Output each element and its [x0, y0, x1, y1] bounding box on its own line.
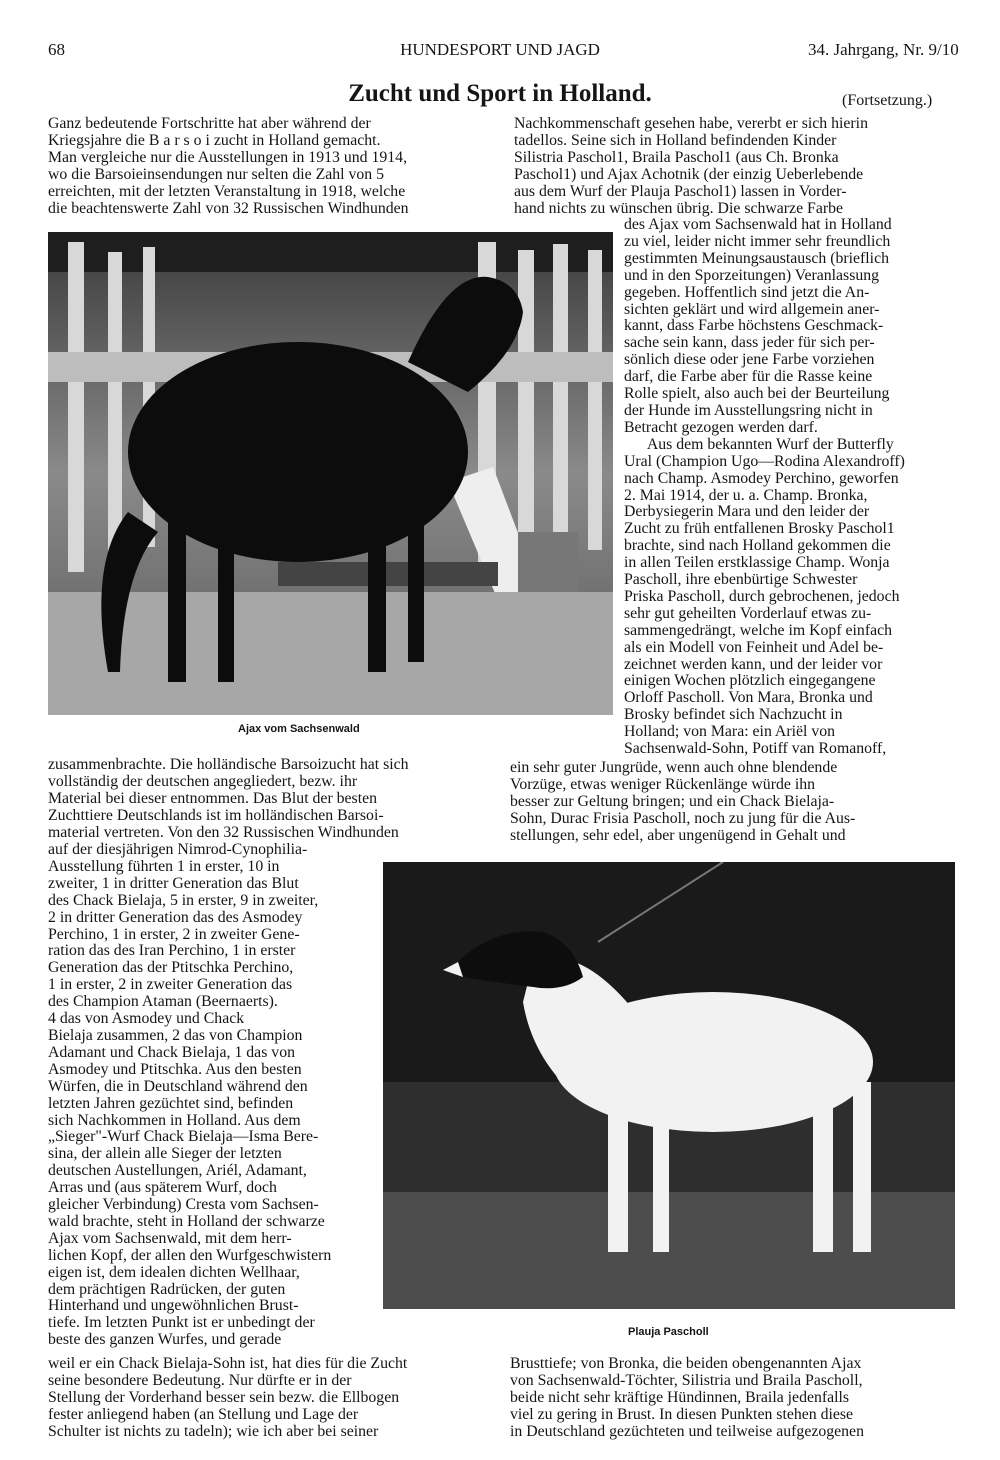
- journal-title: HUNDESPORT UND JAGD: [400, 40, 600, 59]
- article-title: Zucht und Sport in Holland.: [348, 80, 652, 107]
- right-column-bottom: Brusttiefe; von Bronka, die beiden obengenannten Ajax von Sachsenwald-Töchter, Silistria und Braila Pascholl, beide nicht sehr kräftige Hündinnen, Braila jedenfalls viel zu gering in Brust. In diesen Punkten stehen diese in Deutschland gezüchteten und teilweise aufgezogenen: [510, 1355, 864, 1440]
- left-column-bottom: weil er ein Chack Bielaja-Sohn ist, hat dies für die Zucht seine besondere Bedeutung. Nur dürfte er in der Stellung der Vorderhand besser sein bezw. die Ellbogen fester anliegend haben (an Stellung und Lage der Schulter ist nichts zu tadeln); wie ich aber bei seiner: [48, 1355, 408, 1440]
- left-column-mid: zusammenbrachte. Die holländische Barsoizucht hat sich vollständig der deutschen angegliedert, bezw. ihr Material bei dieser entnommen. Das Blut der besten Zuchttiere Deutschlands ist im holländischen Barsoi- material vertreten. Von den 32 Russischen Windhunden: [48, 756, 409, 841]
- right-column-narrow: des Ajax vom Sachsenwald hat in Holland zu viel, leider nicht immer sehr freundlich gestimmten Meinungsaustausch (brieflich und in den Sporzeitungen) Veranlassung gegeben. Hoffentlich sind jetzt die An- sichten geklärt und wird allgemein aner- kannt, dass Farbe höchstens Geschmack- sache sein kann, dass jeder für sich per- sönlich diese oder jene Farbe vorziehen darf, die Farbe aber für die Rasse keine Rolle spielt, also auch bei der Beurteilung der Hunde im Ausstellungsring nicht in Betracht gezogen werden darf. Aus dem bekannten Wurf der Butterfly Ural (Champion Ugo—Rodina Alexandroff) nach Champ. Asmodey Perchino, geworfen 2. Mai 1914, der u. a. Champ. Bronka, Derbysiegerin Mara und den leider der Zucht zu früh entfallenen Brosky Paschol1 brachte, sind nach Holland gekommen die in allen Teilen erstklassige Champ. Wonja Pascholl, ihre ebenbürtige Schwester Priska Pascholl, durch gebrochenen, jedoch sehr gut geheilten Vorderlauf etwas zu- sammengedrängt, welche im Kopf einfach als ein Modell von Feinheit und Adel be- zeichnet werden kann, und der leider vor einigen Wochen plötzlich eingegangene Orloff Pascholl. Von Mara, Bronka und Brosky befindet sich Nachzucht in Holland; von Mara: ein Ariël von Sachsenwald-Sohn, Potiff van Romanoff,: [624, 216, 905, 758]
- page-number: 68: [48, 40, 65, 59]
- left-column-top: Ganz bedeutende Fortschritte hat aber während der Kriegsjahre die B a r s o i zucht in Holland gemacht. Man vergleiche nur die Ausstellungen in 1913 und 1914, wo die Barsoieinsendungen nur selten die Zahl von 5 erreichten, mit der letzten Veranstaltung in 1918, welche die beachtenswerte Zahl von 32 Russischen Windhunden: [48, 115, 409, 217]
- left-column-narrow: auf der diesjährigen Nimrod-Cynophilia- Ausstellung führten 1 in erster, 10 in zweiter, 1 in dritter Generation das Blut des Chack Bielaja, 5 in erster, 9 in zweiter, 2 in dritter Generation das des Asmodey Perchino, 1 in erster, 2 in zweiter Gene- ration das des Iran Perchino, 1 in erster Generation das der Ptitschka Perchino, 1 in erster, 2 in zweiter Generation das des Champion Ataman (Beernaerts). 4 das von Asmodey und Chack Bielaja zusammen, 2 das von Champion Adamant und Chack Bielaja, 1 das von Asmodey und Ptitschka. Aus den besten Würfen, die in Deutschland während den letzten Jahren gezüchtet sind, befinden sich Nachkommen in Holland. Aus dem „Sieger"-Wurf Chack Bielaja—Isma Bere- sina, der allein alle Sieger der letzten deutschen Austellungen, Ariél, Adamant, Arras und (aus späterem Wurf, doch gleicher Verbindung) Cresta vom Sachsen- wald brachte, steht in Holland der schwarze Ajax vom Sachsenwald, mit dem herr- lichen Kopf, der allen den Wurfgeschwistern eigen ist, dem idealen dichten Wellhaar, dem prächtigen Radrücken, der guten Hinterhand und ungewöhnlichen Brust- tiefe. Im letzten Punkt ist er unbedingt der beste des ganzen Wurfes, und gerade: [48, 841, 332, 1349]
- right-column-mid: ein sehr guter Jungrüde, wenn auch ohne blendende Vorzüge, etwas weniger Rückenlänge würde ihn besser zur Geltung bringen; und ein Chack Bielaja- Sohn, Durac Frisia Pascholl, noch zu jung für die Aus- stellungen, sehr edel, aber ungenügend in Gehalt und: [510, 759, 856, 844]
- caption-plauja: Plauja Pascholl: [628, 1326, 709, 1338]
- issue-info: 34. Jahrgang, Nr. 9/10: [808, 40, 959, 59]
- caption-ajax: Ajax vom Sachsenwald: [238, 723, 360, 735]
- right-column-top: Nachkommenschaft gesehen habe, vererbt er sich hierin tadellos. Seine sich in Holland befindenden Kinder Silistria Paschol1, Braila Paschol1 (aus Ch. Bronka Paschol1) und Ajax Achotnik (der einzig Ueberlebende aus dem Wurf der Plauja Paschol1) lassen in Vorder- hand nichts zu wünschen übrig. Die schwarze Farbe: [514, 115, 868, 217]
- continuation-note: (Fortsetzung.): [842, 92, 933, 109]
- photo-plauja-pascholl: [383, 862, 955, 1309]
- photo-ajax-vom-sachsenwald: [48, 232, 613, 715]
